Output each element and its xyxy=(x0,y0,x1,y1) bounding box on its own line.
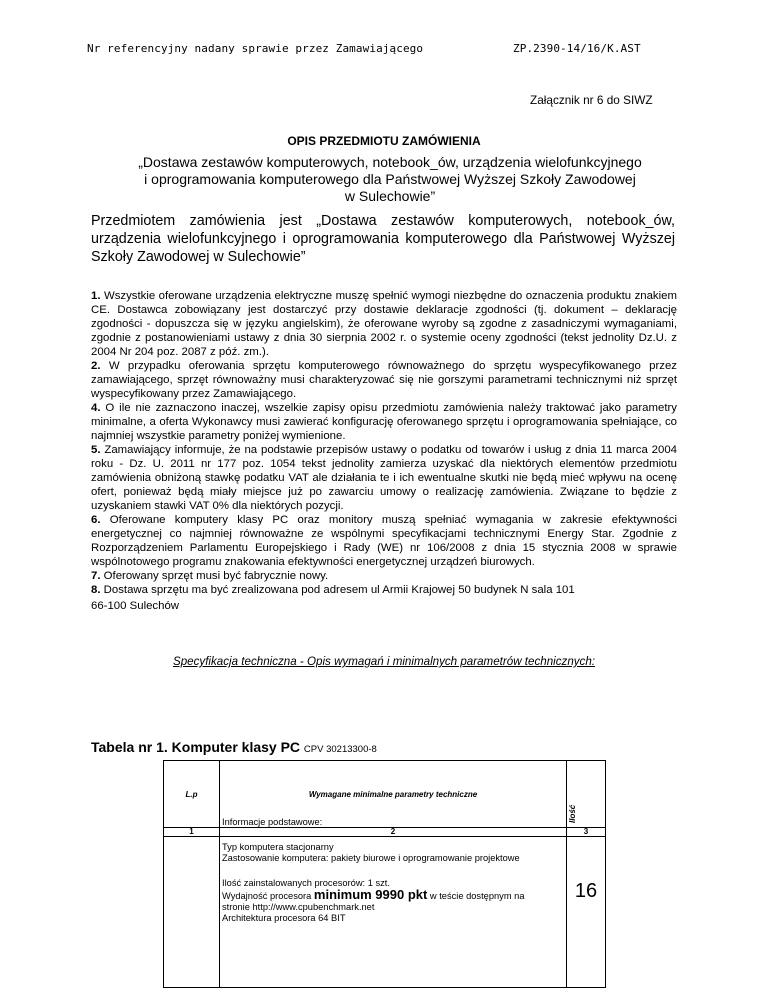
subtitle-line: i oprogramowania komputerowego dla Państwowej Wyższej Szkoły Zawodowej xyxy=(144,171,636,187)
item-text: Oferowany sprzęt musi być fabrycznie nowy. xyxy=(100,570,329,582)
spec-table xyxy=(163,760,606,988)
item-number: 7. xyxy=(91,570,101,582)
item-number: 4. xyxy=(91,402,101,414)
header-lp: L.p xyxy=(164,761,220,828)
item-number: 1. xyxy=(91,290,101,302)
cpv-code: CPV 30213300-8 xyxy=(303,744,377,755)
item-number: 5. xyxy=(91,444,101,456)
subtitle xyxy=(110,154,670,205)
item-number: 2. xyxy=(91,360,101,372)
performance-url-line: stronie http://www.cpubenchmark.net xyxy=(222,902,375,912)
item-text: Dostawa sprzętu ma być zrealizowana pod adresem ul Armii Krajowej 50 budynek N sala 101 xyxy=(100,584,575,596)
subtitle-line: w Sulechowie” xyxy=(344,188,436,204)
table-title xyxy=(91,739,377,755)
col-number: 2 xyxy=(220,828,567,837)
attachment-label: Załącznik nr 6 do SIWZ xyxy=(530,93,653,107)
header-qty: Ilość xyxy=(567,761,606,828)
list-item xyxy=(91,401,677,443)
type-line: Typ komputera stacjonarny xyxy=(222,842,334,852)
item-text: Zamawiający informuje, że na podstawie przepisów ustawy o podatku od towarów i usług z dnia 11 marca 2004 roku - Dz. U. 2011 nr 177 poz. 1054 tekst jednolity zamierza uzyskać dla niektórych elementów przedmiotu zamówienia obniżoną stawkę podatku VAT ale działania te i ich ewentualne skutki nie będą mieć wpływu na ocenę ofert, ponieważ będą miały miejsce już po zawarciu umowy o realizację zamówienia. Związane to będzie z uzyskaniem stawki VAT 0% dla niektórych pozycji. xyxy=(91,444,677,512)
reference-number: ZP.2390-14/16/K.AST xyxy=(513,42,641,55)
address-line: 66-100 Sulechów xyxy=(91,600,180,612)
list-item xyxy=(91,569,677,583)
table-number-row xyxy=(164,828,606,837)
item-number: 6. xyxy=(91,514,101,526)
table-title-text: Tabela nr 1. Komputer klasy PC xyxy=(91,739,301,755)
page-title: OPIS PRZEDMIOTU ZAMÓWIENIA xyxy=(287,134,481,148)
table-row xyxy=(164,837,606,988)
list-item xyxy=(91,583,677,597)
list-item xyxy=(91,359,677,401)
list-item xyxy=(91,513,677,569)
params-cell xyxy=(220,817,567,988)
list-item xyxy=(91,443,677,513)
intro-line: Szkoły Zawodowej w Sulechowie” xyxy=(91,249,306,265)
performance-line: Wydajność procesora minimum 9990 pkt w teście dostępnym na xyxy=(222,887,525,902)
reference-label: Nr referencyjny nadany sprawie przez Zamawiającego xyxy=(87,42,424,55)
intro-paragraph xyxy=(91,212,675,266)
quantity-cell: 16 xyxy=(567,837,606,988)
usage-line: Zastosowanie komputera: pakiety biurowe i oprogramowanie projektowe xyxy=(222,853,520,863)
cpu-count-line: Ilość zainstalowanych procesorów: 1 szt. xyxy=(222,878,390,888)
intro-line: urządzenia wielofunkcyjnego i oprogramowania komputerowego dla Państwowej Wyższej xyxy=(91,231,675,247)
intro-line: Przedmiotem zamówienia jest „Dostawa zestawów komputerowych, notebook_ów, xyxy=(91,213,675,229)
architecture-line: Architektura procesora 64 BIT xyxy=(222,913,346,923)
item-text: Wszystkie oferowane urządzenia elektryczne muszę spełnić wymogi niezbędne do oznaczenia produktu znakiem CE. Dostawca zobowiązany jest dostarczyć przy dostawie deklaracje zgodności (tj. dokument – deklarację zgodności - dopuszcza się w języku angielskim), że oferowane wyroby są zgodne z zasadniczymi wymaganiami, zgodnie z postanowieniami ustawy z dnia 30 sierpnia 2002 r. o systemie oceny zgodności (tekst jednolity Dz.U. z 2004 Nr 204 poz. 2087 z póź. zm.). xyxy=(91,290,677,358)
item-text: W przypadku oferowania sprzętu komputerowego równoważnego do sprzętu wyspecyfikowanego przez zamawiającego, sprzęt równoważny musi charakteryzować się nie gorszymi parametrami technicznymi niż sprzęt wyspecyfikowany przez Zamawiającego. xyxy=(91,360,677,400)
section-label: Informacje podstawowe: xyxy=(222,817,342,828)
spec-heading: Specyfikacja techniczna - Opis wymagań i minimalnych parametrów technicznych: xyxy=(172,655,596,668)
col-number: 1 xyxy=(164,828,220,837)
requirements-list xyxy=(91,289,677,613)
performance-value: minimum 9990 pkt xyxy=(313,887,428,902)
subtitle-line: „Dostawa zestawów komputerowych, notebook_ów, urządzenia wielofunkcyjnego xyxy=(138,154,642,170)
col-number: 3 xyxy=(567,828,606,837)
header-params: Wymagane minimalne parametry techniczne xyxy=(220,761,567,828)
lp-cell xyxy=(164,837,220,988)
list-item xyxy=(91,289,677,359)
item-number: 8. xyxy=(91,584,101,596)
item-text: Oferowane komputery klasy PC oraz monitory muszą spełniać wymagania w zakresie efektywności energetycznej co najmniej równoważne ze wspólnymi specyfikacjami technicznymi Energy Star. Zgodnie z Rozporządzeniem Parlamentu Europejskiego i Rady (WE) nr 106/2008 z dnia 15 stycznia 2008 w sprawie wspólnotowego programu znakowania efektywności energetycznej urządzeń biurowych. xyxy=(91,514,677,568)
item-text: O ile nie zaznaczono inaczej, wszelkie zapisy opisu przedmiotu zamówienia należy traktować jako parametry minimalne, a oferta Wykonawcy musi zawierać konfigurację oferowanego sprzętu i oprogramowania spełniające, co najmniej wszystkie parametry poniżej wymienione. xyxy=(91,402,677,442)
